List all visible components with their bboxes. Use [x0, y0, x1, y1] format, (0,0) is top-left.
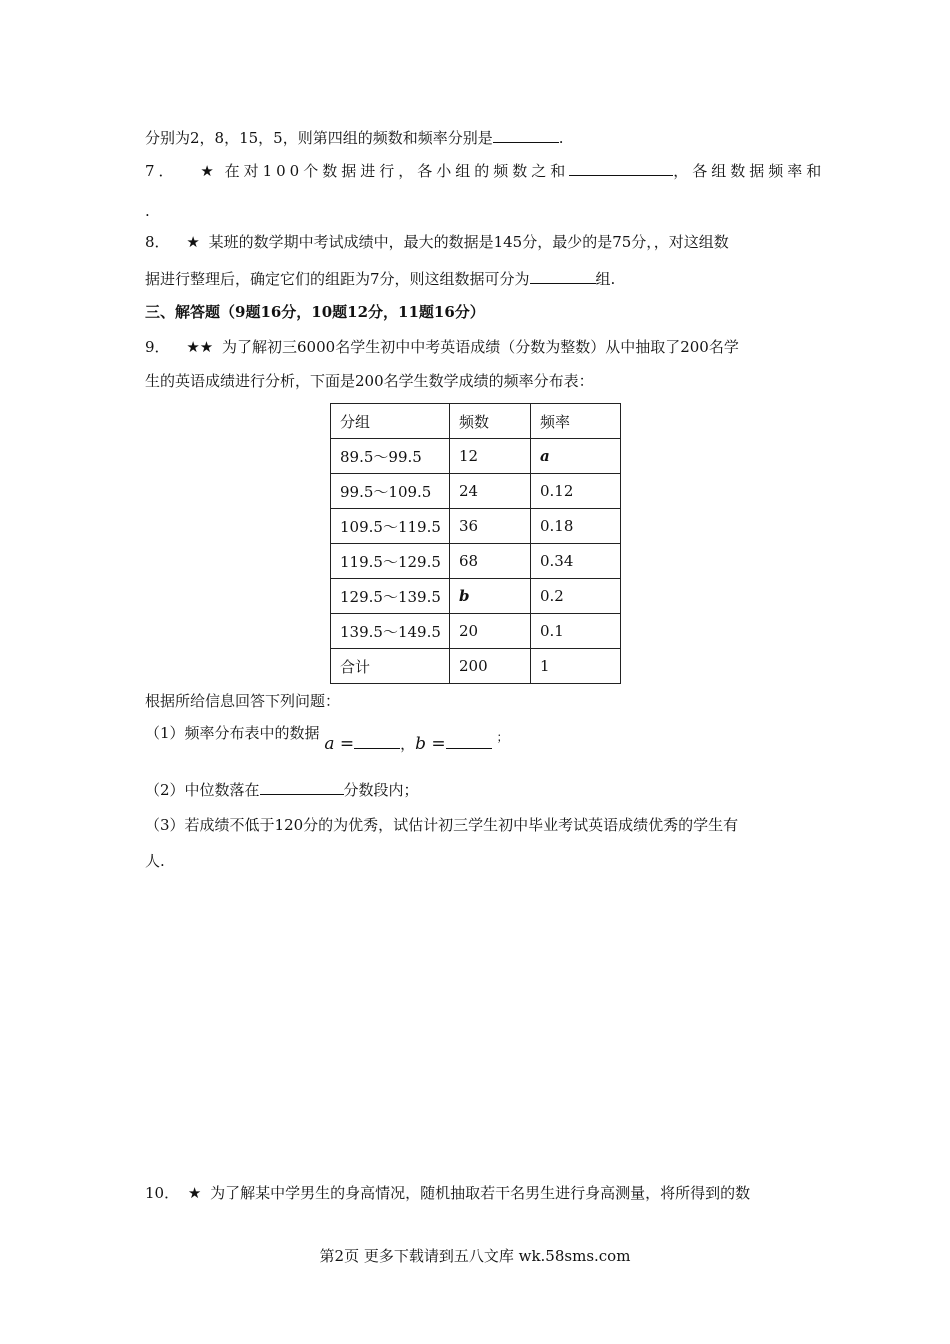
- question-8-line-2: 据进行整理后，确定它们的组距为7分，则这组数据可分为 组.: [145, 270, 616, 288]
- question-7: 7． ★ 在对100个数据进行，各小组的频数之和 ，各组数据频率和: [145, 162, 826, 180]
- q9-sub-2: （2）中位数落在 分数段内；: [145, 781, 419, 799]
- table-row: [331, 649, 621, 684]
- table-cell: 合计: [331, 649, 450, 684]
- variable-b: b: [450, 579, 531, 614]
- table-cell: 200: [450, 649, 531, 684]
- answer-blank-a[interactable]: [354, 734, 400, 749]
- variable-a: a: [531, 439, 621, 474]
- question-10: 10． ★ 为了解某中学男生的身高情况，随机抽取若干名男生进行身高测量，将所得到的数: [145, 1184, 751, 1202]
- q6-continuation: 分别为2，8，15，5，则第四组的频数和频率分别是 .: [145, 129, 564, 147]
- q8-answer-blank[interactable]: [530, 269, 596, 284]
- table-cell: 99.5～109.5: [331, 474, 450, 509]
- table-header: 频数: [450, 404, 531, 439]
- q6-answer-blank[interactable]: [493, 128, 559, 143]
- table-cell: 0.12: [531, 474, 621, 509]
- q7-answer-blank-1[interactable]: [569, 161, 673, 176]
- table-row: [331, 474, 621, 509]
- median-answer-blank[interactable]: [260, 780, 344, 795]
- table-row: [331, 509, 621, 544]
- table-cell: 0.34: [531, 544, 621, 579]
- table-header-row: [331, 404, 621, 439]
- table-cell: 89.5～99.5: [331, 439, 450, 474]
- q9-prompt: 根据所给信息回答下列问题：: [145, 692, 341, 710]
- table-row: [331, 544, 621, 579]
- table-cell: 20: [450, 614, 531, 649]
- q9-sub-1: （1）频率分布表中的数据 a = ，b = $_;$: [145, 724, 509, 754]
- q6-text: 分别为2，8，15，5，则第四组的频数和频率分别是: [145, 129, 493, 147]
- q9-sub-3-line-1: （3）若成绩不低于120分的为优秀，试估计初三学生初中毕业考试英语成绩优秀的学生有: [145, 816, 739, 834]
- table-row: [331, 614, 621, 649]
- table-cell: 12: [450, 439, 531, 474]
- q7-end: .: [145, 202, 150, 220]
- star-icon: ★: [200, 162, 214, 180]
- table-cell: 119.5～129.5: [331, 544, 450, 579]
- page-footer: 第2页 更多下载请到五八文库 wk.58sms.com: [319, 1247, 631, 1265]
- table-row: [331, 579, 621, 614]
- table-cell: 139.5～149.5: [331, 614, 450, 649]
- q9-sub-3-line-2: 人.: [145, 852, 165, 870]
- star-icon: ★: [186, 233, 200, 251]
- table-cell: 24: [450, 474, 531, 509]
- table-cell: 0.2: [531, 579, 621, 614]
- table-header: 频率: [531, 404, 621, 439]
- table-cell: 1: [531, 649, 621, 684]
- table-cell: 36: [450, 509, 531, 544]
- star-icon: ★: [187, 1184, 202, 1202]
- table-cell: 68: [450, 544, 531, 579]
- table-cell: 129.5～139.5: [331, 579, 450, 614]
- answer-blank-b[interactable]: [446, 734, 492, 749]
- question-8-line-1: 8． ★ 某班的数学期中考试成绩中，最大的数据是145分，最少的是75分，，对这组数: [145, 233, 729, 251]
- question-9-line-2: 生的英语成绩进行分析，下面是200名学生数学成绩的频率分布表：: [145, 372, 594, 390]
- question-9-line-1: 9． ★★ 为了解初三6000名学生初中中考英语成绩（分数为整数）从中抽取了200名学: [145, 338, 739, 356]
- star-icon: ★★: [186, 338, 214, 356]
- table-cell: 0.1: [531, 614, 621, 649]
- table-cell: 109.5～119.5: [331, 509, 450, 544]
- frequency-table: [330, 403, 621, 684]
- table-cell: 0.18: [531, 509, 621, 544]
- table-header: 分组: [331, 404, 450, 439]
- table-row: [331, 439, 621, 474]
- section-3-heading: 三、解答题（9题16分，10题12分，11题16分）: [145, 303, 485, 321]
